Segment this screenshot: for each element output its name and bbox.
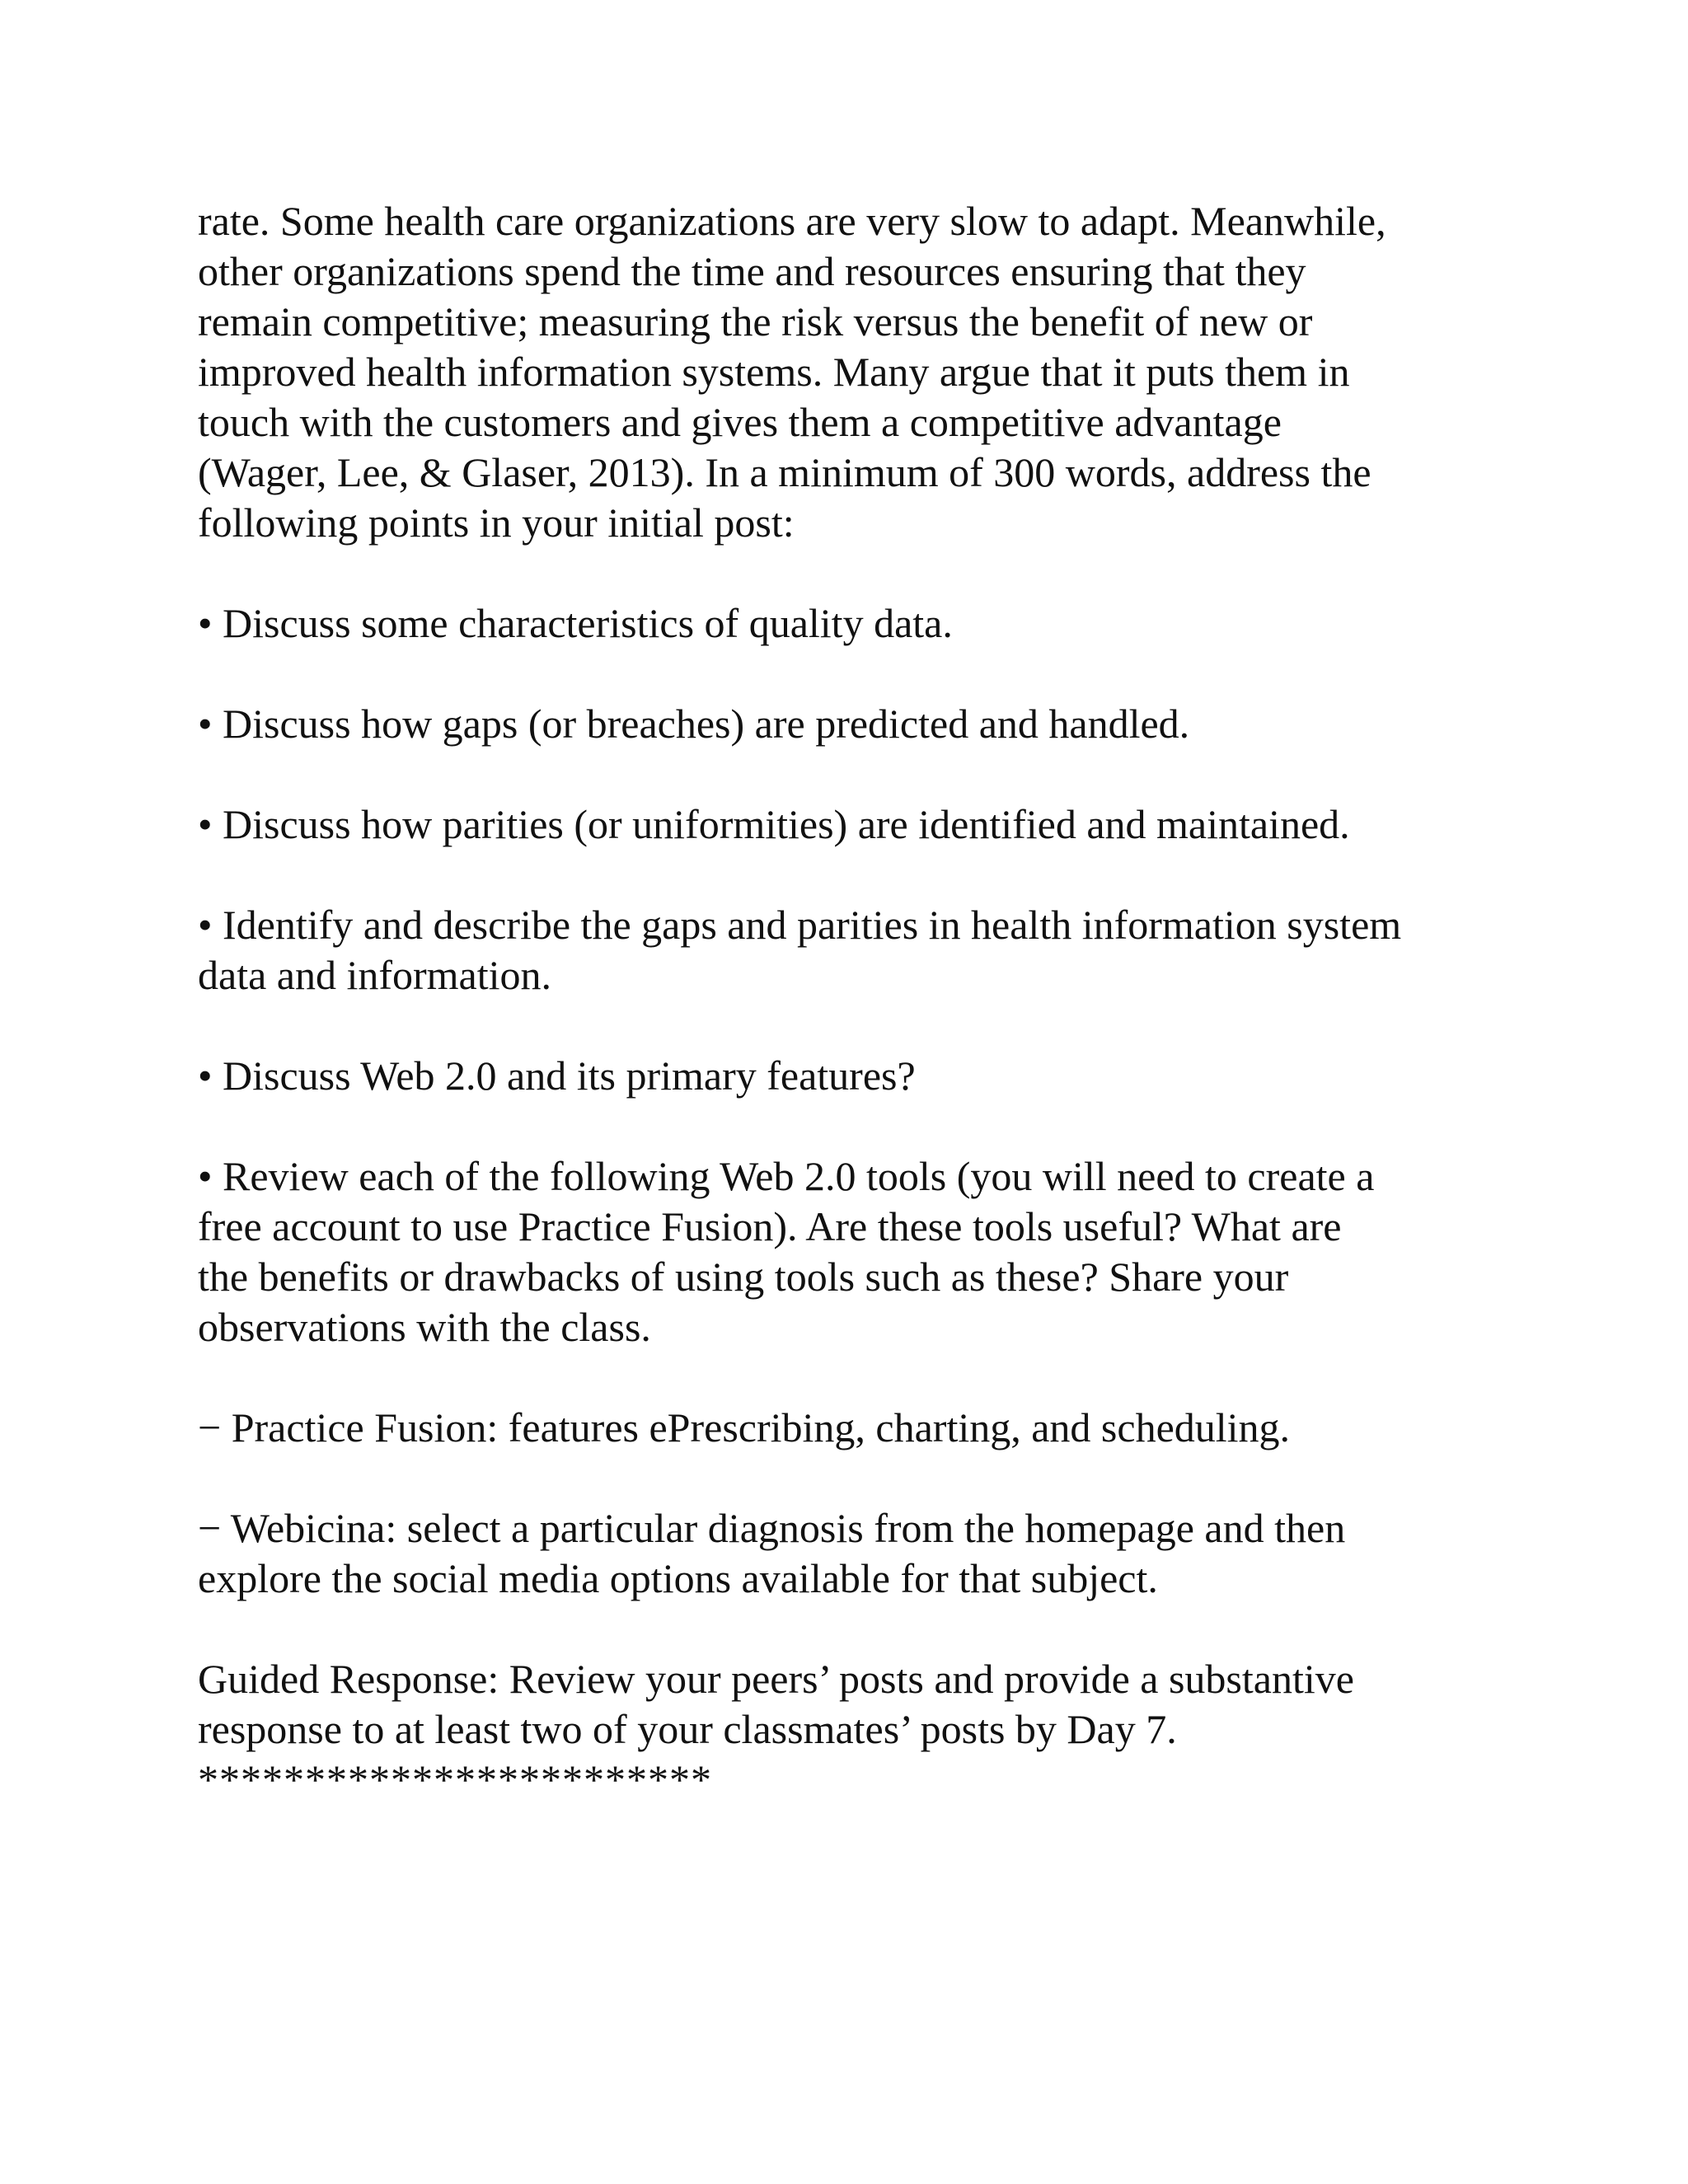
text-line: • Discuss Web 2.0 and its primary features? [198, 1052, 916, 1099]
guided-response-paragraph [198, 1654, 1484, 1755]
text-line: other organizations spend the time and resources ensuring that they [198, 248, 1306, 294]
bullet-review-tools [198, 1151, 1484, 1352]
text-line: • Identify and describe the gaps and parities in health information system [198, 902, 1402, 948]
text-line: − Practice Fusion: features ePrescribing, charting, and scheduling. [198, 1404, 1291, 1451]
dash-practice-fusion [198, 1403, 1484, 1453]
text-line: improved health information systems. Many argue that it puts them in [198, 349, 1350, 395]
text-line: response to at least two of your classmates’ posts by Day 7. [198, 1706, 1177, 1752]
text-line: following points in your initial post: [198, 499, 795, 546]
text-line: (Wager, Lee, & Glaser, 2013). In a minimum of 300 words, address the [198, 449, 1372, 495]
bullet-parities [198, 799, 1484, 850]
paragraph-spacer [198, 649, 1484, 699]
paragraph-spacer [198, 1352, 1484, 1403]
paragraph-spacer [198, 1001, 1484, 1051]
intro-paragraph [198, 196, 1484, 548]
document-body [198, 196, 1484, 1805]
paragraph-spacer [198, 548, 1484, 598]
text-line: • Discuss how gaps (or breaches) are predicted and handled. [198, 701, 1190, 747]
bullet-quality-data [198, 598, 1484, 649]
text-line: • Discuss some characteristics of quality data. [198, 600, 953, 646]
text-line: • Discuss how parities (or uniformities) are identified and maintained. [198, 801, 1350, 847]
text-line: • Review each of the following Web 2.0 tools (you will need to create a [198, 1153, 1375, 1199]
paragraph-spacer [198, 1101, 1484, 1151]
text-line: remain competitive; measuring the risk versus the benefit of new or [198, 298, 1313, 344]
paragraph-spacer [198, 1604, 1484, 1654]
text-line: observations with the class. [198, 1304, 651, 1350]
paragraph-spacer [198, 749, 1484, 799]
bullet-gaps [198, 699, 1484, 749]
paragraph-spacer [198, 850, 1484, 900]
text-line: data and information. [198, 952, 552, 998]
text-line: − Webicina: select a particular diagnosis from the homepage and then [198, 1505, 1346, 1551]
paragraph-spacer [198, 1453, 1484, 1503]
text-line: the benefits or drawbacks of using tools such as these? Share your [198, 1254, 1289, 1300]
text-line: Guided Response: Review your peers’ posts and provide a substantive [198, 1656, 1354, 1702]
dash-webicina [198, 1503, 1484, 1604]
bullet-identify-gaps-parities [198, 900, 1484, 1001]
text-line: rate. Some health care organizations are very slow to adapt. Meanwhile, [198, 198, 1386, 244]
text-line: touch with the customers and gives them a competitive advantage [198, 399, 1282, 445]
asterisk-separator: ************************ [198, 1756, 712, 1802]
bullet-web20 [198, 1051, 1484, 1101]
text-line: free account to use Practice Fusion). Are these tools useful? What are [198, 1203, 1342, 1249]
text-line: explore the social media options available for that subject. [198, 1555, 1158, 1601]
